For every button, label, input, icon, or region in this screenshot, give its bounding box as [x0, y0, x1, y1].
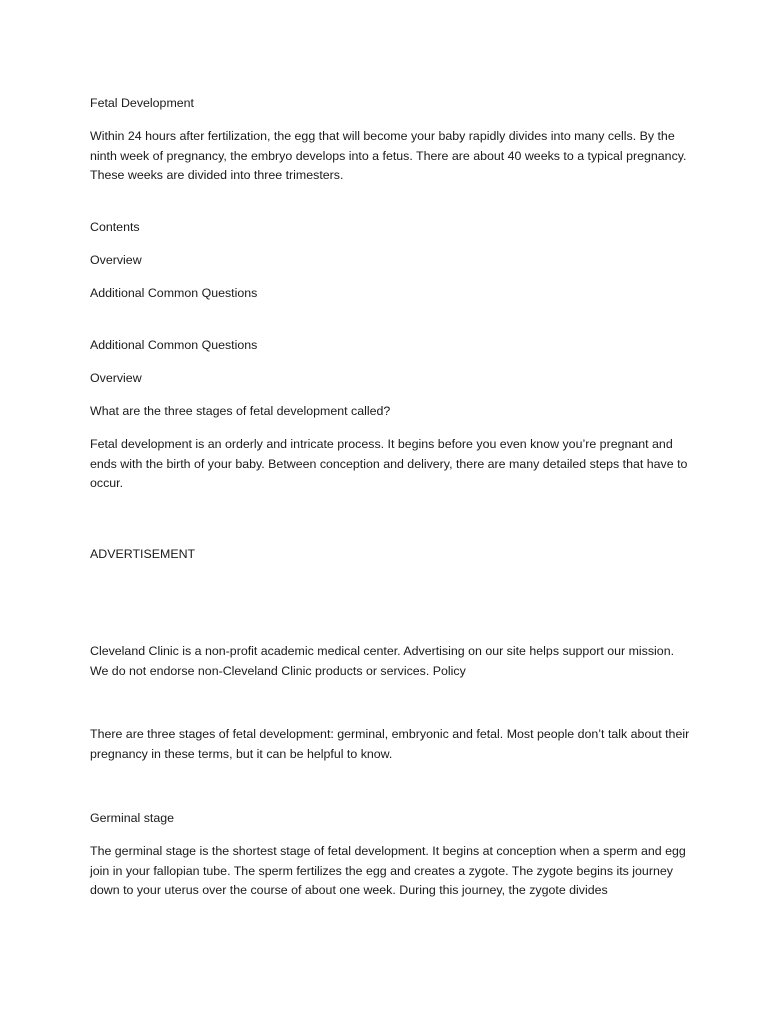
ad-disclaimer-paragraph: Cleveland Clinic is a non-profit academic medical center. Advertising on our site helps support our mission. We do not endorse non-Cleveland Clinic products or services. Policy [90, 644, 675, 678]
contents-item-additional-questions[interactable]: Additional Common Questions [90, 285, 258, 300]
contents-item-overview[interactable]: Overview [90, 252, 142, 267]
question-text: What are the three stages of fetal development called? [90, 404, 391, 418]
answer-intro-paragraph: Fetal development is an orderly and intricate process. It begins before you even know you’re pregnant and ends with the birth of your baby. Between conception and delivery, there are many detailed steps that have to occur. [90, 437, 688, 490]
intro-paragraph: Within 24 hours after fertilization, the egg that will become your baby rapidly divides into many cells. By the ninth week of pregnancy, the embryo develops into a fetus. There are about 40 weeks to a typical pregnancy. These weeks are divided into three trimesters. [90, 129, 687, 182]
section-heading-additional-questions: Additional Common Questions [90, 338, 258, 352]
germinal-stage-heading: Germinal stage [90, 811, 175, 825]
section-heading-overview: Overview [90, 371, 142, 385]
advertisement-label: ADVERTISEMENT [90, 546, 196, 561]
contents-heading: Contents [90, 219, 140, 234]
document-page [90, 94, 690, 914]
document-title: Fetal Development [90, 96, 194, 110]
stages-paragraph: There are three stages of fetal development: germinal, embryonic and fetal. Most people don’t talk about their pregnancy in these terms, but it can be helpful to know. [90, 727, 690, 761]
germinal-stage-paragraph: The germinal stage is the shortest stage of fetal development. It begins at conception when a sperm and egg join in your fallopian tube. The sperm fertilizes the egg and creates a zygote. The zygote begins its journey down to your uterus over the course of about one week. During this journey, the zygote divides [90, 844, 686, 897]
